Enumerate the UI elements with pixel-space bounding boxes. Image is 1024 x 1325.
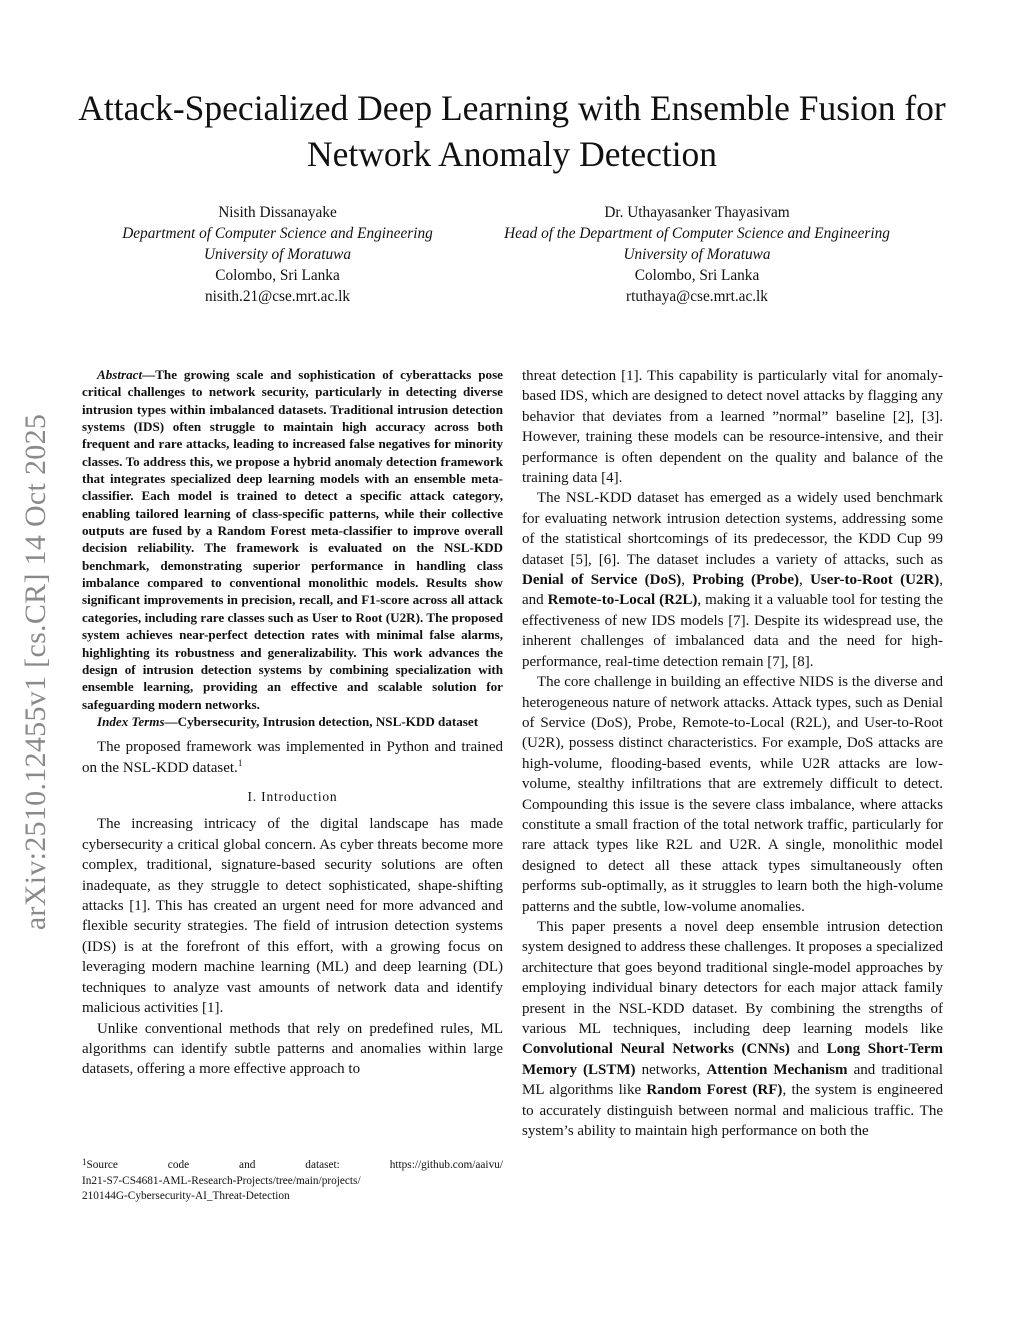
bold-term: Random Forest (RF) <box>646 1082 783 1099</box>
text-run: , <box>681 572 693 589</box>
author-name: Dr. Uthayasanker Thayasivam <box>604 204 790 221</box>
footnote-mark: 1 <box>82 1157 87 1167</box>
abstract-label: Abstract <box>97 367 143 382</box>
text-run: , and <box>522 572 943 609</box>
section-heading-introduction: I. Introduction <box>247 789 338 805</box>
text-run: , <box>799 572 811 589</box>
author-name: Nisith Dissanayake <box>218 204 337 221</box>
index-terms-label: Index Terms <box>97 713 165 729</box>
bold-term: Probing (Probe) <box>692 572 800 589</box>
author-location: Colombo, Sri Lanka <box>634 267 760 284</box>
text-run: and <box>789 1041 827 1058</box>
body-paragraph-proposal <box>522 917 943 1141</box>
bold-term: Remote-to-Local (R2L) <box>547 592 698 609</box>
footnote-line <box>82 1155 503 1174</box>
author-block-1 <box>90 202 465 307</box>
index-terms <box>82 713 503 730</box>
right-column <box>522 366 943 1141</box>
bold-term: Convolutional Neural Networks (CNNs) <box>522 1041 790 1058</box>
framework-note <box>82 737 503 778</box>
bold-term: Long Short-Term Memory (LSTM) <box>522 1041 944 1078</box>
author-block-2 <box>468 202 926 307</box>
author-department: Department of Computer Science and Engineering <box>122 225 433 242</box>
left-column <box>82 366 503 1080</box>
bold-term: User-to-Root (U2R) <box>810 572 940 589</box>
intro-paragraph: The increasing intricacy of the digital landscape has made cybersecurity a critical global concern. As cyber threats become more complex, traditional, signature-based security solutions are often inadequate, as they struggle to detect sophisticated, shape-shifting attacks [1]. This has created an urgent need for more advanced and flexible security strategies. The field of intrusion detection systems (IDS) is at the forefront of this effort, with a growing focus on leveraging modern machine learning (ML) and deep learning (DL) techniques to analyze vast amounts of network data and identify malicious activities [1]. <box>82 816 503 1017</box>
author-university: University of Moratuwa <box>623 246 771 263</box>
framework-note-text: The proposed framework was implemented in Python and trained on the NSL-KDD dataset. <box>82 739 503 776</box>
text-run: , making it a valuable tool for testing the effectiveness of new IDS models [7]. Despite its widespread use, the inherent challenges of imbalanced data and the need for high-performance, real-time detection remain [7], [8]. <box>522 592 943 670</box>
arxiv-identifier: arXiv:2510.12455v1 [cs.CR] 14 Oct 2025 <box>19 413 52 931</box>
footnote-reference: 1 <box>237 757 243 768</box>
footnote-line: In21-S7-CS4681-AML-Research-Projects/tree/main/projects/ <box>82 1174 361 1187</box>
author-email: nisith.21@cse.mrt.ac.lk <box>205 288 350 305</box>
intro-paragraph: Unlike conventional methods that rely on predefined rules, ML algorithms can identify subtle patterns and anomalies within large datasets, offering a more effective approach to <box>82 1020 503 1078</box>
text-run: This paper presents a novel deep ensemble intrusion detection system designed to address these challenges. It proposes a specialized architecture that goes beyond traditional single-model approaches by employing individual binary detectors for each major attack family present in the NSL-KDD dataset. By combining the strengths of various ML techniques, including deep learning models like <box>522 918 943 1037</box>
text-run: networks, <box>635 1061 707 1078</box>
author-email: rtuthaya@cse.mrt.ac.lk <box>626 288 768 305</box>
text-run: , the system is engineered to accurately distinguish between normal and malicious traffic. The system’s ability to maintain high performance on both the <box>522 1082 943 1140</box>
body-paragraph-nsl-kdd <box>522 488 943 672</box>
abstract-text: —The growing scale and sophistication of cyberattacks pose critical challenges to network security, particularly in detecting diverse intrusion types within imbalanced datasets. Traditional intrusion detection systems (IDS) often struggle to maintain high accuracy across both frequent and rare attacks, leading to increased false negatives for minority classes. To address this, we propose a hybrid anomaly detection framework that integrates specialized deep learning models with an ensemble meta-classifier. Each model is trained to detect a specific attack category, enabling tailored learning of class-specific patterns, while their collective outputs are fused by a Random Forest meta-classifier to improve overall decision reliability. The framework is evaluated on the NSL-KDD benchmark, demonstrating superior performance in handling class imbalance compared to conventional monolithic models. Results show significant improvements in precision, recall, and F1-score across all attack categories, including rare classes such as User to Root (U2R). The proposed system achieves near-perfect detection rates with minimal false alarms, highlighting its robustness and generalizability. This work advances the design of intrusion detection systems by combining specialization with ensemble learning, providing an effective and scalable solution for safeguarding modern networks. <box>82 367 503 712</box>
text-run: The NSL-KDD dataset has emerged as a widely used benchmark for evaluating network intrusion detection systems, addressing some of the statistical shortcomings of its predecessor, the KDD Cup 99 dataset [5], [6]. The dataset includes a variety of attacks, such as <box>522 490 943 568</box>
footnote-text: Source code and dataset: https://github.com/aaivu/ <box>86 1159 503 1171</box>
author-university: University of Moratuwa <box>203 246 351 263</box>
text-run: and traditional ML algorithms like <box>522 1061 943 1099</box>
arxiv-sidebar <box>6 372 66 972</box>
index-terms-text: —Cybersecurity, Intrusion detection, NSL-KDD dataset <box>164 713 479 729</box>
bold-term: Denial of Service (DoS) <box>522 572 682 589</box>
author-department: Head of the Department of Computer Science and Engineering <box>504 225 890 242</box>
paper-title: Attack-Specialized Deep Learning with Ensemble Fusion for Network Anomaly Detection <box>78 88 946 174</box>
bold-term: Attention Mechanism <box>706 1061 848 1078</box>
footnote <box>82 1155 503 1205</box>
footnote-line: 210144G-Cybersecurity-AI_Threat-Detection <box>82 1190 290 1203</box>
author-location: Colombo, Sri Lanka <box>215 267 340 284</box>
body-paragraph: The core challenge in building an effective NIDS is the diverse and heterogeneous nature of network attacks. Attack types, such as Denial of Service (DoS), Probe, Remote-to-Local (R2L), and User-to-Root (U2R), possess distinct characteristics. For example, DoS attacks are high-volume, flooding-based events, while U2R attacks are low-volume, stealthy infiltrations that are extremely difficult to detect. Compounding this issue is the severe class imbalance, where attacks constitute a small fraction of the total network traffic, particularly for rare attack types like R2L and U2R. A single, monolithic model designed to detect all these attack types simultaneously often performs sub-optimally, as it struggles to learn both the high-volume patterns and the subtle, low-volume anomalies. <box>522 674 943 915</box>
abstract <box>82 366 503 713</box>
body-paragraph: threat detection [1]. This capability is particularly vital for anomaly-based IDS, which are designed to detect novel attacks by flagging any behavior that deviates from a learned ”normal” baseline [2], [3]. However, training these models can be resource-intensive, and their performance is often dependent on the quality and balance of the training data [4]. <box>522 368 943 487</box>
